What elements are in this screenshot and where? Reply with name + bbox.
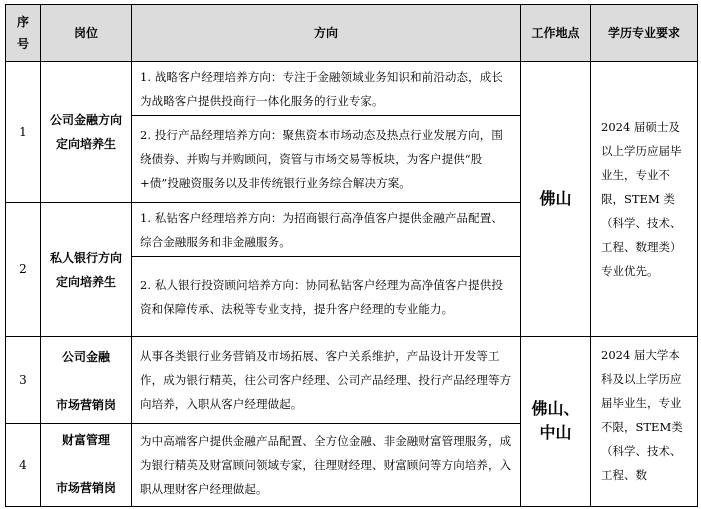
location-group-1: 佛山 (520, 61, 591, 337)
education-group-1: 2024 届硕士及以上学历应届毕业生，专业不限，STEM 类（科学、技术、工程、数理类）专业优先。 (590, 61, 698, 337)
education-group-2: 2024 届大学本科及以上学历应届毕业生，专业不限，STEM类（科学、技术、工程、数 (590, 336, 698, 507)
header-direction: 方向 (131, 4, 521, 62)
row-4-position-top: 财富管理 (61, 433, 110, 447)
row-4-direction: 为中高端客户提供金融产品配置、全方位金融、非金融财富管理服务，成为银行精英及财富顾问领域专家，往理财经理、财富顾问等方向培养，入职从理财客户经理做起。 (131, 423, 521, 507)
row-1-direction-1: 1. 战略客户经理培养方向：专注于金融领域业务知识和前沿动态，成长为战略客户提供投商行一体化服务的行业专家。 (131, 61, 521, 116)
row-2-seq: 2 (5, 202, 41, 337)
header-position: 岗位 (40, 4, 132, 62)
location-group-2 (520, 336, 591, 507)
row-3-position-top: 公司金融 (61, 350, 110, 364)
location-group-2-line-1: 佛山、 (531, 399, 580, 418)
row-3-position (40, 336, 132, 424)
row-2-position: 私人银行方向定向培养生 (40, 202, 132, 337)
row-1-direction-2: 2. 投行产品经理培养方向：聚焦资本市场动态及热点行业发展方向，围绕债券、并购与并购顾问，资管与市场交易等板块，为客户提供“股+债”投融资服务以及非传统银行业务综合解决方案。 (131, 115, 521, 203)
row-2-direction-1: 1. 私钻客户经理培养方向：为招商银行高净值客户提供金融产品配置、综合金融服务和非金融服务。 (131, 202, 521, 257)
row-3-seq: 3 (5, 336, 41, 424)
row-4-seq: 4 (5, 423, 41, 507)
row-1-seq: 1 (5, 61, 41, 203)
header-education: 学历专业要求 (590, 4, 698, 62)
row-4-position-bottom: 市场营销岗 (55, 481, 116, 495)
location-group-2-line-2: 中山 (539, 423, 572, 442)
header-location: 工作地点 (520, 4, 591, 62)
row-3-direction: 从事各类银行业务营销及市场拓展、客户关系维护，产品设计开发等工作，成为银行精英，往公司客户经理、公司产品经理、投行产品经理等方向培养，入职从客户经理做起。 (131, 336, 521, 424)
row-3-position-bottom: 市场营销岗 (55, 398, 116, 412)
row-4-position (40, 423, 132, 507)
row-1-position: 公司金融方向定向培养生 (40, 61, 132, 203)
row-2-direction-2: 2. 私人银行投资顾问培养方向：协同私钻客户经理为高净值客户提供投资和保障传承、法税等专业支持，提升客户经理的专业能力。 (131, 256, 521, 337)
header-seq: 序 号 (5, 4, 41, 62)
